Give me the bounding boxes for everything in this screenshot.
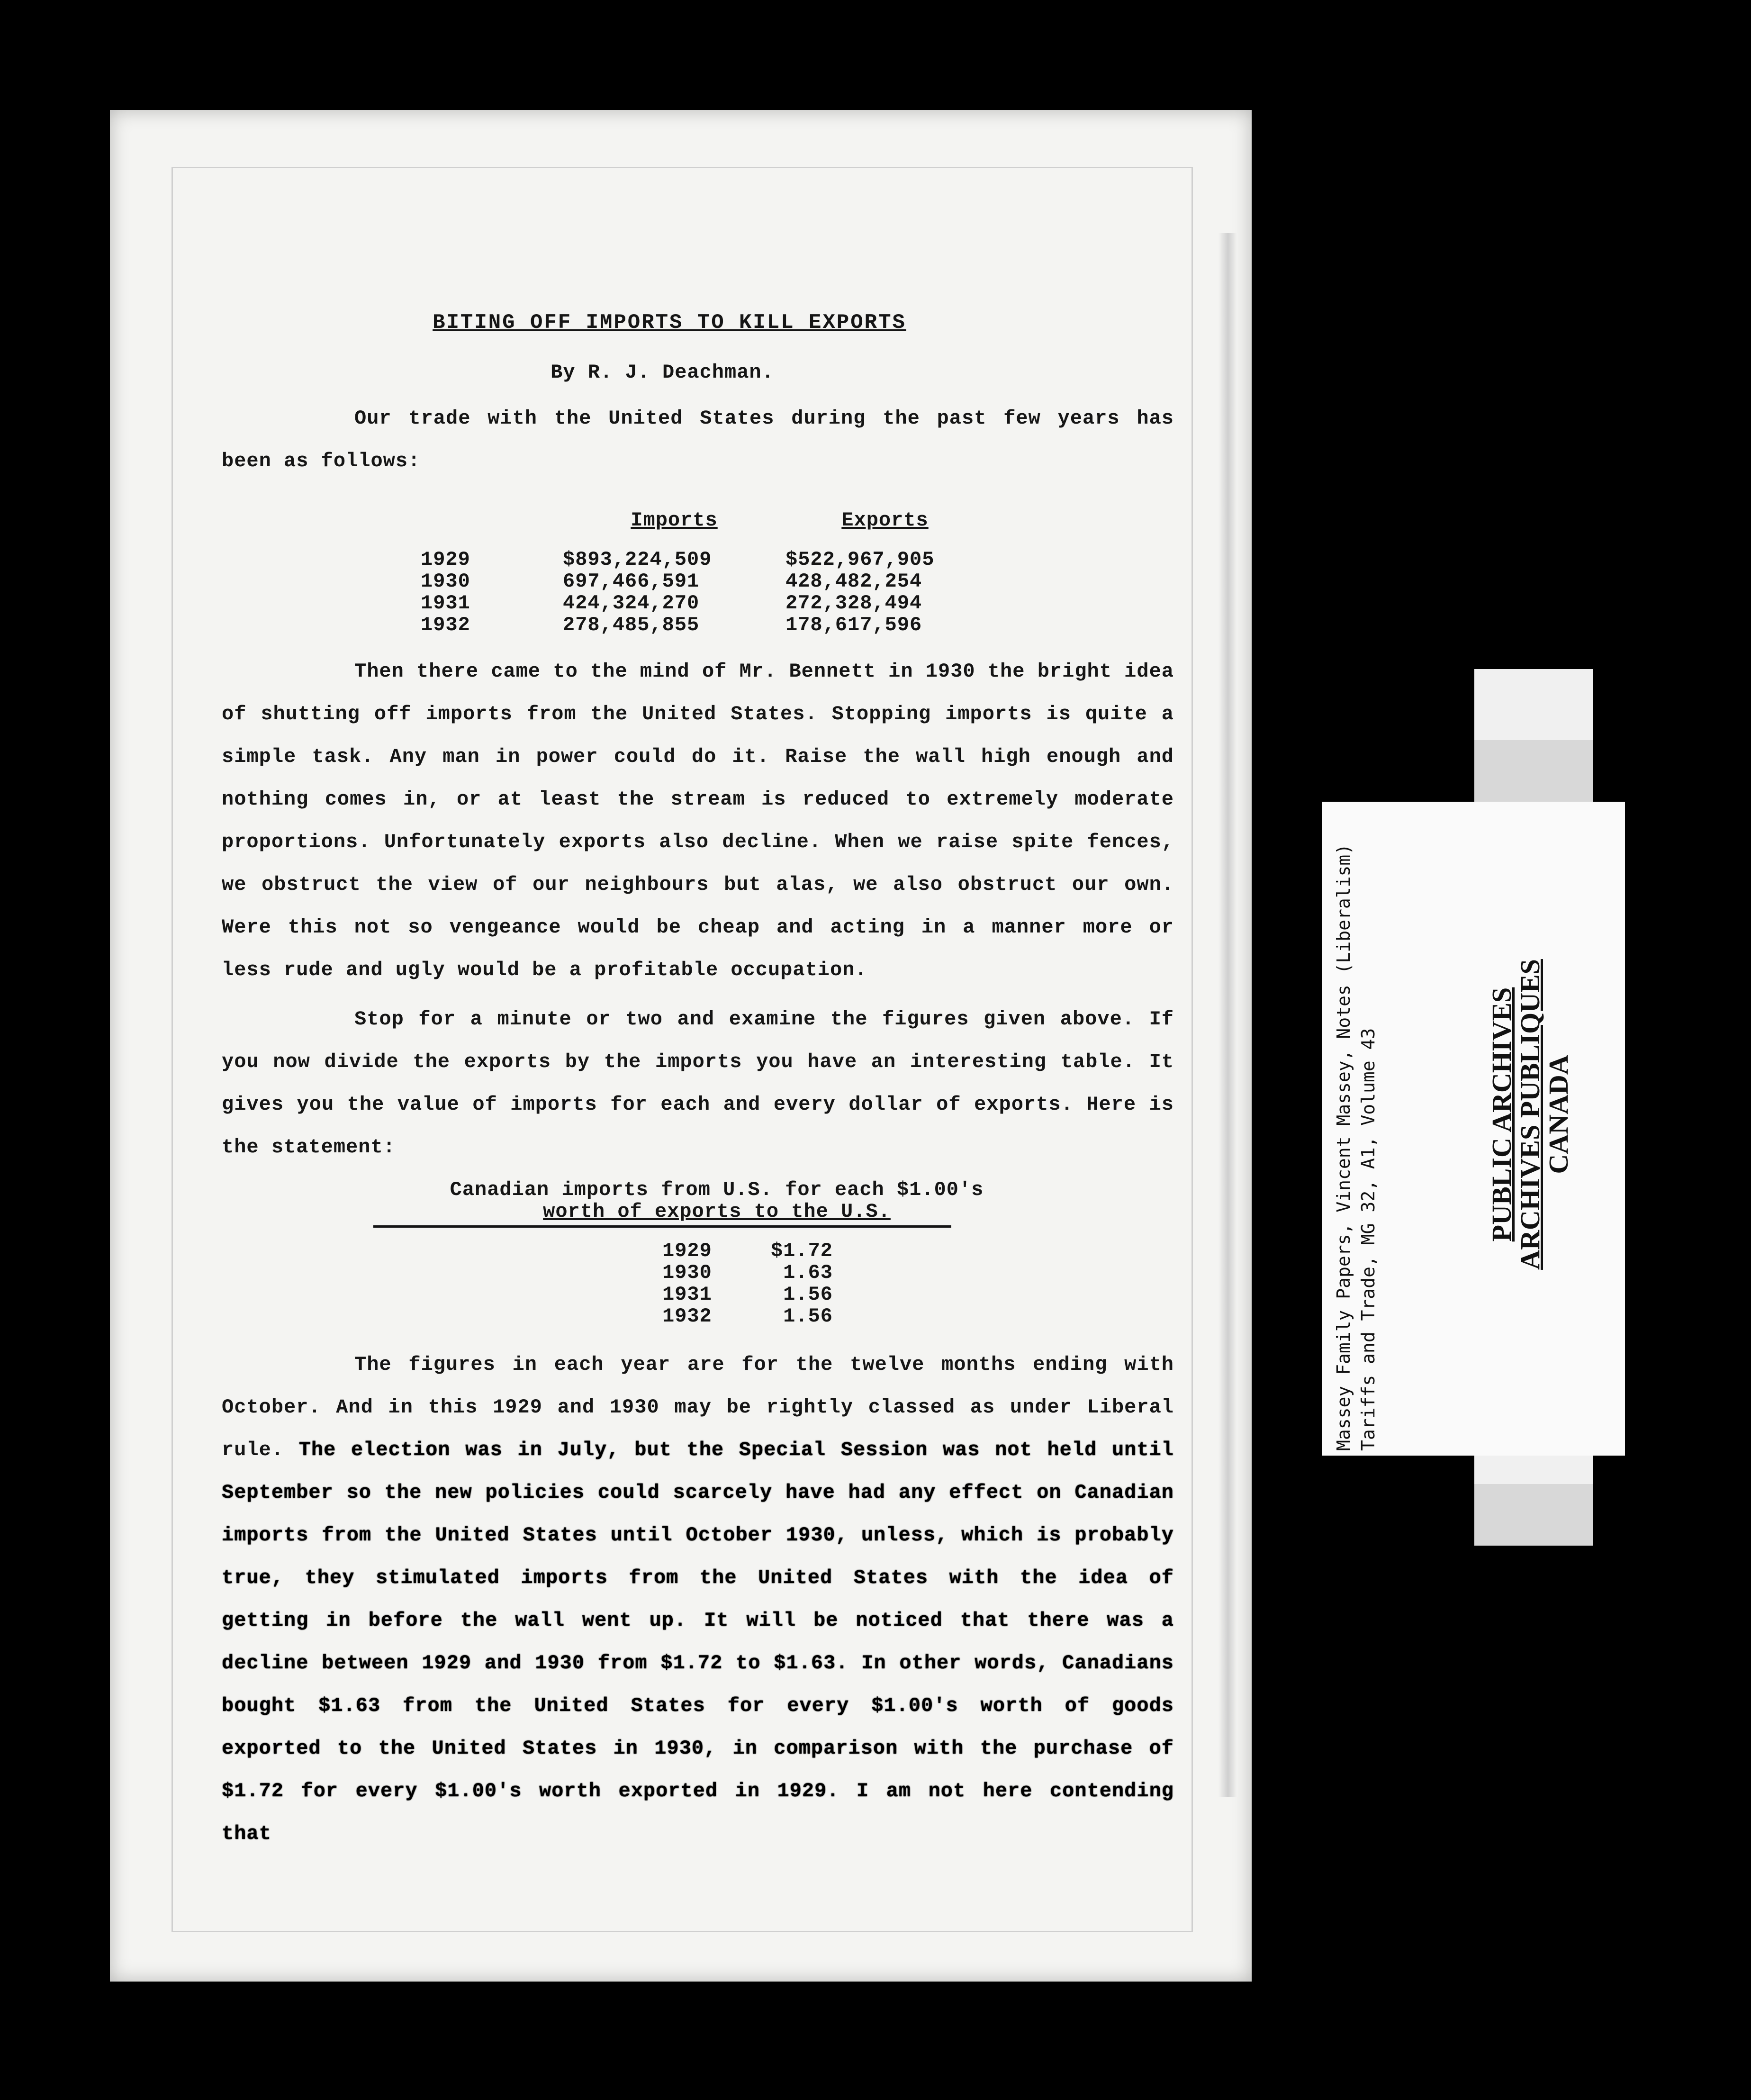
- archive-label-line2: Tariffs and Trade, MG 32, A1, Volume 43: [1358, 1028, 1379, 1451]
- ratio-value: 1.63: [783, 1261, 833, 1284]
- table-row: [421, 592, 984, 614]
- scanned-page: [110, 110, 1252, 1982]
- archive-stamp: [1488, 934, 1573, 1294]
- trade-table-year-header: [421, 509, 563, 549]
- trade-exports: 428,482,254: [785, 570, 922, 593]
- closing-paragraph-part-1: The figures in each year are for the twelve months ending with October. And in this 1929 and 1930 may be rightly classed as under Liberal rule.: [222, 1353, 1174, 1461]
- intro-paragraph: Our trade with the United States during the past few years has been as follows:: [222, 407, 1174, 472]
- ratio-year: 1929: [662, 1240, 712, 1262]
- stamp-line2: ARCHIVES PUBLIQUES: [1515, 959, 1545, 1270]
- ratio-heading-line1: Canadian imports from U.S. for each $1.00's: [450, 1178, 984, 1201]
- archive-label-line1: Massey Family Papers, Vincent Massey, Notes (Liberalism): [1333, 843, 1354, 1451]
- ratio-year: 1930: [662, 1261, 712, 1284]
- table-row: [662, 1240, 833, 1262]
- trade-imports: 697,466,591: [563, 570, 700, 593]
- trade-exports: 272,328,494: [785, 592, 922, 615]
- page-curl-shadow: [1218, 233, 1237, 1797]
- ratio-table: [662, 1240, 833, 1327]
- document-title: BITING OFF IMPORTS TO KILL EXPORTS: [433, 311, 906, 335]
- ratio-value: $1.72: [770, 1240, 833, 1262]
- heading-rule: [373, 1225, 951, 1228]
- trade-exports: $522,967,905: [785, 548, 935, 571]
- ratio-value: 1.56: [783, 1283, 833, 1306]
- table-row: [662, 1262, 833, 1284]
- trade-year: 1932: [421, 614, 470, 636]
- ratio-year: 1931: [662, 1283, 712, 1306]
- ratio-heading-line2: worth of exports to the U.S.: [543, 1200, 891, 1223]
- table-row: [662, 1284, 833, 1305]
- figures-paragraph: Stop for a minute or two and examine the figures given above. If you now divide the exports by the imports you have an interesting table. It gives you the value of imports for each and every dollar of exports. Here is the statement:: [222, 1008, 1174, 1159]
- trade-table-imports-header: Imports: [631, 509, 718, 532]
- table-row: [421, 549, 984, 570]
- trade-table: [421, 509, 984, 636]
- trade-year: 1930: [421, 570, 470, 593]
- trade-year: 1931: [421, 592, 470, 615]
- table-row: [421, 614, 984, 636]
- trade-exports: 178,617,596: [785, 614, 922, 636]
- trade-imports: 278,485,855: [563, 614, 700, 636]
- document-byline: By R. J. Deachman.: [551, 361, 774, 384]
- trade-year: 1929: [421, 548, 470, 571]
- document-body: [222, 216, 1174, 1855]
- closing-paragraph-part-2: The election was in July, but the Special Session was not held until September so the new policies could scarcely have had any effect on Canadian imports from the United States until October 1930, unless, which is probably true, they stimulated imports from the United States with the idea of getting in before the wall went up. It will be noticed that there was a decline between 1929 and 1930 from $1.72 to $1.63. In other words, Canadians bought $1.63 from the United States for every $1.00's worth of goods exported to the United States in 1930, in comparison with the purchase of $1.72 for every $1.00's worth exported in 1929. I am not here contending that: [222, 1439, 1174, 1845]
- trade-imports: 424,324,270: [563, 592, 700, 615]
- trade-table-exports-header: Exports: [841, 509, 929, 532]
- ratio-heading: [260, 1179, 1174, 1222]
- ratio-year: 1932: [662, 1305, 712, 1328]
- ratio-value: 1.56: [783, 1305, 833, 1328]
- trade-imports: $893,224,509: [563, 548, 712, 571]
- strip-band: [1474, 669, 1593, 740]
- archive-reference-label: [1331, 825, 1381, 1451]
- stamp-line3: CANADA: [1543, 1055, 1574, 1174]
- stamp-line1: PUBLIC ARCHIVES: [1486, 987, 1517, 1242]
- bennett-paragraph: Then there came to the mind of Mr. Bennett in 1930 the bright idea of shutting off imports from the United States. Stopping imports is quite a simple task. Any man in power could do it. Raise the wall high enough and nothing comes in, or at least the stream is reduced to extremely moderate proportions. Unfortunately exports also decline. When we raise spite fences, we obstruct the view of our neighbours but alas, we also obstruct our own. Were this not so vengeance would be cheap and acting in a manner more or less rude and ugly would be a profitable occupation.: [222, 660, 1174, 981]
- table-row: [421, 570, 984, 592]
- closing-paragraph: [222, 1343, 1174, 1855]
- table-row: [662, 1305, 833, 1327]
